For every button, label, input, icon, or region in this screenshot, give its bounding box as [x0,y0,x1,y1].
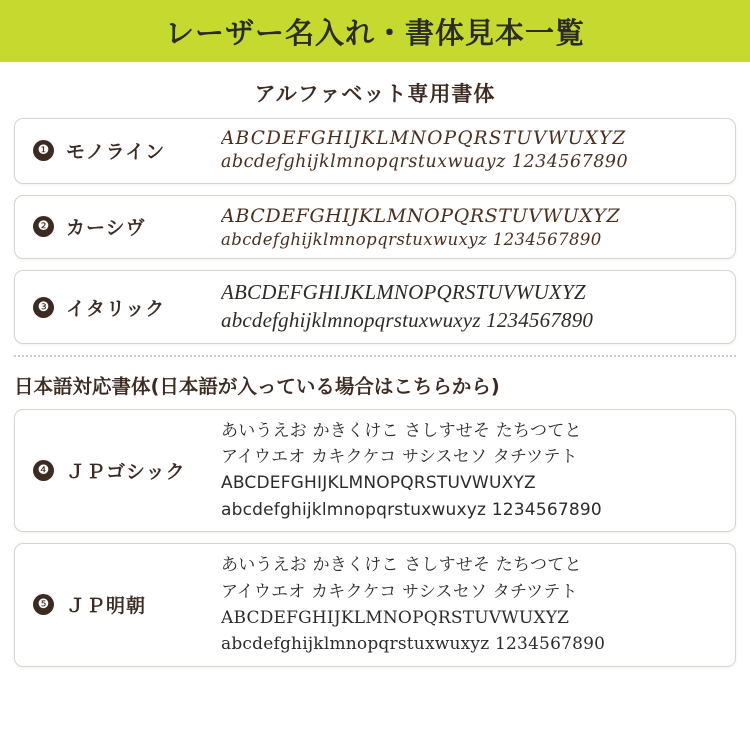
font-sample [221,127,725,175]
table-row[interactable] [14,118,736,184]
sample-line-katakana: アイウエオ カキクケコ サシスセソ タチツテト [221,447,578,468]
font-name: ＪＰ明朝 [66,595,147,618]
table-row[interactable] [14,195,736,260]
header-band [0,0,750,62]
font-name: カーシヴ [66,217,146,240]
table-row[interactable] [14,543,736,666]
sample-line-lowercase: abcdefghijklmnopqrstuxwuxyz 1234567890 [221,634,606,655]
sample-line-lowercase: abcdefghijklmnopqrstuxwuxyz 1234567890 [221,308,594,333]
row-label [25,591,221,618]
font-row-list-japanese [0,409,750,667]
sample-line-uppercase: ABCDEFGHIJKLMNOPQRSTUVWUXYZ [221,128,627,149]
sample-line-hiragana: あいうえお かきくけこ さしすせそ たちつてと [221,420,582,441]
section-alphabet [0,78,750,344]
sample-line-katakana: アイウエオ カキクケコ サシスセソ タチツテト [221,581,578,602]
number-badge: ❸ [33,297,54,318]
number-badge: ❶ [33,140,54,161]
section-divider [14,355,736,357]
sample-line-hiragana: あいうえお かきくけこ さしすせそ たちつてと [221,555,582,576]
number-badge: ❷ [33,216,54,237]
font-sample [221,418,725,523]
font-sample [221,552,725,657]
row-label [25,213,221,240]
section-title-alphabet: アルファベット専用書体 [254,82,496,106]
sample-line-uppercase: ABCDEFGHIJKLMNOPQRSTUVWUXYZ [221,204,621,227]
page-title: レーザー名入れ・書体見本一覧 [164,15,585,50]
section-japanese [0,371,750,667]
font-sample [221,204,725,251]
number-badge: ❺ [33,594,54,615]
font-name: イタリック [66,297,166,320]
row-label [25,137,221,164]
sample-line-uppercase: ABCDEFGHIJKLMNOPQRSTUVWUXYZ [221,280,586,305]
font-row-list-alphabet [0,118,750,344]
table-row[interactable] [14,270,736,343]
row-label [25,457,221,484]
sample-line-lowercase: abcdefghijklmnopqrstuxwuayz 1234567890 [221,152,629,173]
sample-line-lowercase: abcdefghijklmnopqrstuxwuxyz 1234567890 [221,499,602,520]
number-badge: ❹ [33,460,54,481]
sample-line-lowercase: abcdefghijklmnopqrstuxwuxyz 1234567890 [221,229,602,249]
table-row[interactable] [14,409,736,532]
section-title-japanese: 日本語対応書体(日本語が入っている場合はこちらから) [14,374,500,398]
font-name: ＪＰゴシック [66,460,186,483]
row-label [25,294,221,321]
sample-line-uppercase: ABCDEFGHIJKLMNOPQRSTUVWUXYZ [221,473,536,494]
font-name: モノライン [66,141,166,164]
sample-line-uppercase: ABCDEFGHIJKLMNOPQRSTUVWUXYZ [221,607,570,628]
font-sample [221,279,725,334]
